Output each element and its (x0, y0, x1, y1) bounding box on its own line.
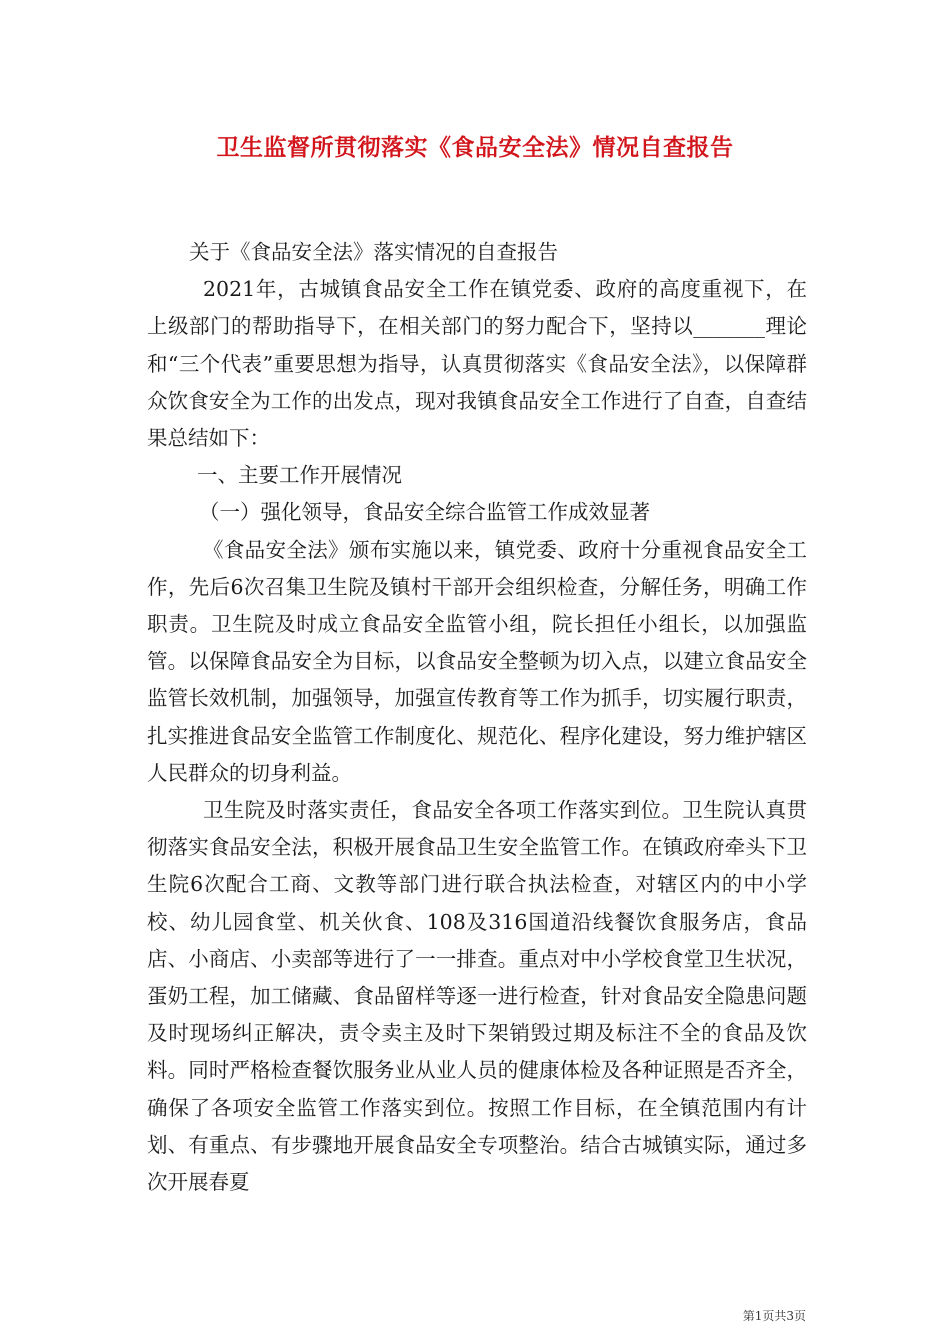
document-title: 卫生监督所贯彻落实《食品安全法》情况自查报告 (216, 134, 734, 161)
subsection-heading: （一）强化领导，食品安全综合监管工作成效显著 (199, 500, 650, 525)
report-subtitle: 关于《食品安全法》落实情况的自查报告 (189, 240, 558, 264)
document-body (147, 234, 807, 1201)
body-paragraph: 《食品安全法》颁布实施以来，镇党委、政府十分重视食品安全工作，先后6次召集卫生院及镇村干部开会组织检查，分解任务，明确工作职责。卫生院及时成立食品安全监管小组，院长担任小组长，以加强监管。以保障食品安全为目标，以食品安全整顿为切入点，以建立食品安全监管长效机制，加强领导，加强宣传教育等工作为抓手，切实履行职责，扎实推进食品安全监管工作制度化、规范化、程序化建设，努力维护辖区人民群众的切身利益。 (147, 537, 807, 785)
section-heading: 一、主要工作开展情况 (197, 463, 402, 488)
body-paragraph: 卫生院及时落实责任，食品安全各项工作落实到位。卫生院认真贯彻落实食品安全法，积极开展食品卫生安全监管工作。在镇政府牵头下卫生院6次配合工商、文教等部门进行联合执法检查，对辖区内的中小学校、幼儿园食堂、机关伙食、108及316国道沿线餐饮食服务店，食品店、小商店、小卖部等进行了一一排查。重点对中小学校食堂卫生状况，蛋奶工程，加工储藏、食品留样等逐一进行检查，针对食品安全隐患问题及时现场纠正解决，责令卖主及时下架销毁过期及标注不全的食品及饮料。同时严格检查餐饮服务业从业人员的健康体检及各种证照是否齐全，确保了各项安全监管工作落实到位。按照工作目标，在全镇范围内有计划、有重点、有步骤地开展食品安全专项整治。结合古城镇实际，通过多次开展春夏 (147, 798, 807, 1195)
intro-paragraph: 2021年，古城镇食品安全工作在镇党委、政府的高度重视下，在上级部门的帮助指导下，在相关部门的努力配合下，坚持以_______理论和“三个代表”重要思想为指导，认真贯彻落实《食品安全法》，以保障群众饮食安全为工作的出发点，现对我镇食品安全工作进行了自查，自查结果总结如下： (147, 277, 807, 451)
page-number: 第1页共3页 (742, 1309, 806, 1323)
